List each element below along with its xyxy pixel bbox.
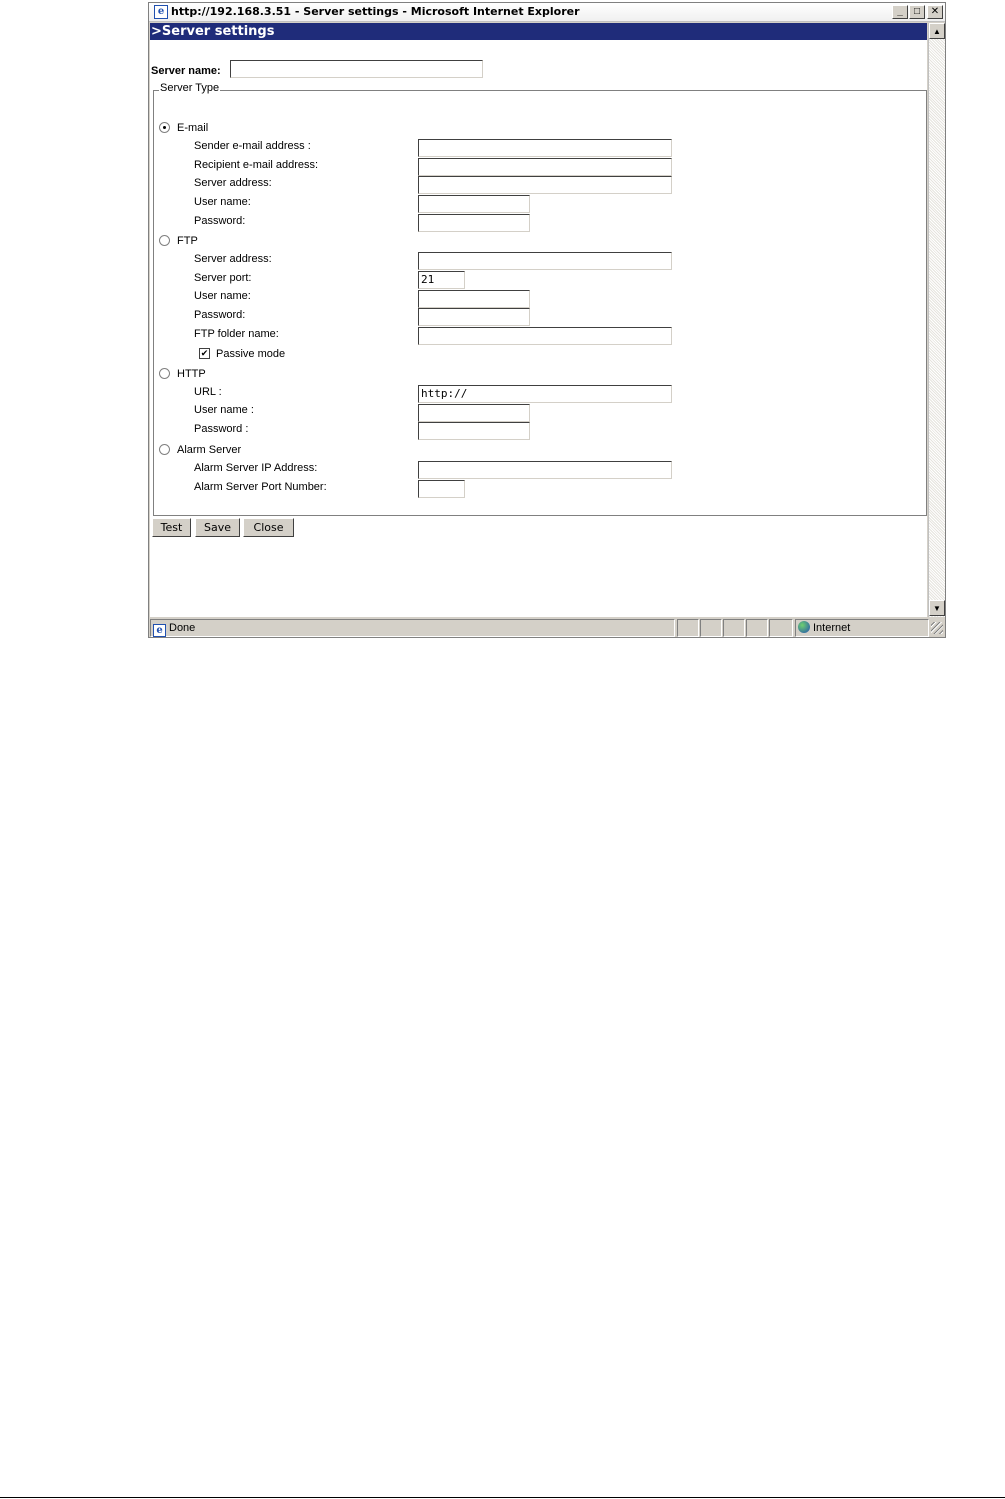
server-name-input[interactable] xyxy=(230,60,483,78)
ftp-server-address-label: Server address: xyxy=(194,253,272,265)
ftp-server-port-input[interactable]: 21 xyxy=(418,271,465,289)
email-user-name-label: User name: xyxy=(194,196,251,208)
ftp-server-address-input[interactable] xyxy=(418,252,672,270)
page-title: >Server settings xyxy=(150,23,927,40)
email-server-address-label: Server address: xyxy=(194,177,272,189)
email-password-input[interactable] xyxy=(418,214,530,232)
status-pane-empty xyxy=(700,619,722,637)
page-content xyxy=(150,23,927,617)
page-bottom-rule xyxy=(0,1497,1005,1498)
status-pane-empty xyxy=(723,619,745,637)
status-pane-empty xyxy=(769,619,793,637)
minimize-button[interactable]: _ xyxy=(892,5,908,19)
sender-email-label: Sender e-mail address : xyxy=(194,140,311,152)
close-window-button[interactable]: ✕ xyxy=(927,5,943,19)
server-type-legend: Server Type xyxy=(160,82,220,94)
email-password-label: Password: xyxy=(194,215,246,227)
globe-icon xyxy=(798,621,810,633)
ftp-folder-label: FTP folder name: xyxy=(194,328,279,340)
status-pane xyxy=(150,619,675,637)
status-pane-empty xyxy=(677,619,699,637)
recipient-email-label: Recipient e-mail address: xyxy=(194,159,319,171)
email-radio-label: E-mail xyxy=(177,122,209,134)
status-pane-empty xyxy=(746,619,768,637)
scroll-up-arrow-icon[interactable]: ▲ xyxy=(929,23,945,39)
ie-page-icon: e xyxy=(154,5,168,19)
ftp-password-label: Password: xyxy=(194,309,246,321)
email-user-name-input[interactable] xyxy=(418,195,530,213)
http-radio[interactable] xyxy=(159,368,170,379)
status-text: Done xyxy=(169,622,196,634)
zone-text: Internet xyxy=(813,622,851,634)
title-bar xyxy=(149,3,945,22)
status-bar xyxy=(149,618,945,637)
ftp-radio-label: FTP xyxy=(177,235,198,247)
http-url-label: URL : xyxy=(194,386,222,398)
sender-email-input[interactable] xyxy=(418,139,672,157)
close-button[interactable]: Close xyxy=(243,518,294,537)
alarm-ip-input[interactable] xyxy=(418,461,672,479)
alarm-port-label: Alarm Server Port Number: xyxy=(194,481,327,493)
http-password-label: Password : xyxy=(194,423,249,435)
email-radio[interactable] xyxy=(159,122,170,133)
ftp-password-input[interactable] xyxy=(418,308,530,326)
scroll-down-arrow-icon[interactable]: ▼ xyxy=(929,600,945,616)
zone-pane xyxy=(795,619,929,637)
http-url-input[interactable]: http:// xyxy=(418,385,672,403)
ftp-user-name-input[interactable] xyxy=(418,290,530,308)
recipient-email-input[interactable] xyxy=(418,158,672,176)
http-radio-label: HTTP xyxy=(177,368,206,380)
ftp-radio[interactable] xyxy=(159,235,170,246)
server-name-label: Server name: xyxy=(151,65,221,77)
alarm-server-radio[interactable] xyxy=(159,444,170,455)
save-button[interactable]: Save xyxy=(195,518,240,537)
passive-mode-label: Passive mode xyxy=(216,348,286,360)
maximize-button[interactable]: □ xyxy=(909,5,925,19)
http-user-name-label: User name : xyxy=(194,404,254,416)
vertical-scrollbar[interactable] xyxy=(928,23,945,617)
alarm-server-radio-label: Alarm Server xyxy=(177,444,242,456)
alarm-port-input[interactable] xyxy=(418,480,465,498)
test-button[interactable]: Test xyxy=(152,518,191,537)
browser-window xyxy=(148,2,946,638)
ftp-folder-input[interactable] xyxy=(418,327,672,345)
ftp-user-name-label: User name: xyxy=(194,290,251,302)
ftp-server-port-label: Server port: xyxy=(194,272,252,284)
alarm-ip-label: Alarm Server IP Address: xyxy=(194,462,318,474)
ie-done-icon: e xyxy=(153,624,166,637)
resize-grip-icon[interactable] xyxy=(931,622,943,634)
passive-mode-checkbox[interactable]: ✔ xyxy=(200,348,209,358)
http-user-name-input[interactable] xyxy=(418,404,530,422)
window-title: http://192.168.3.51 - Server settings - Microsoft Internet Explorer xyxy=(171,5,580,18)
http-password-input[interactable] xyxy=(418,422,530,440)
email-server-address-input[interactable] xyxy=(418,176,672,194)
